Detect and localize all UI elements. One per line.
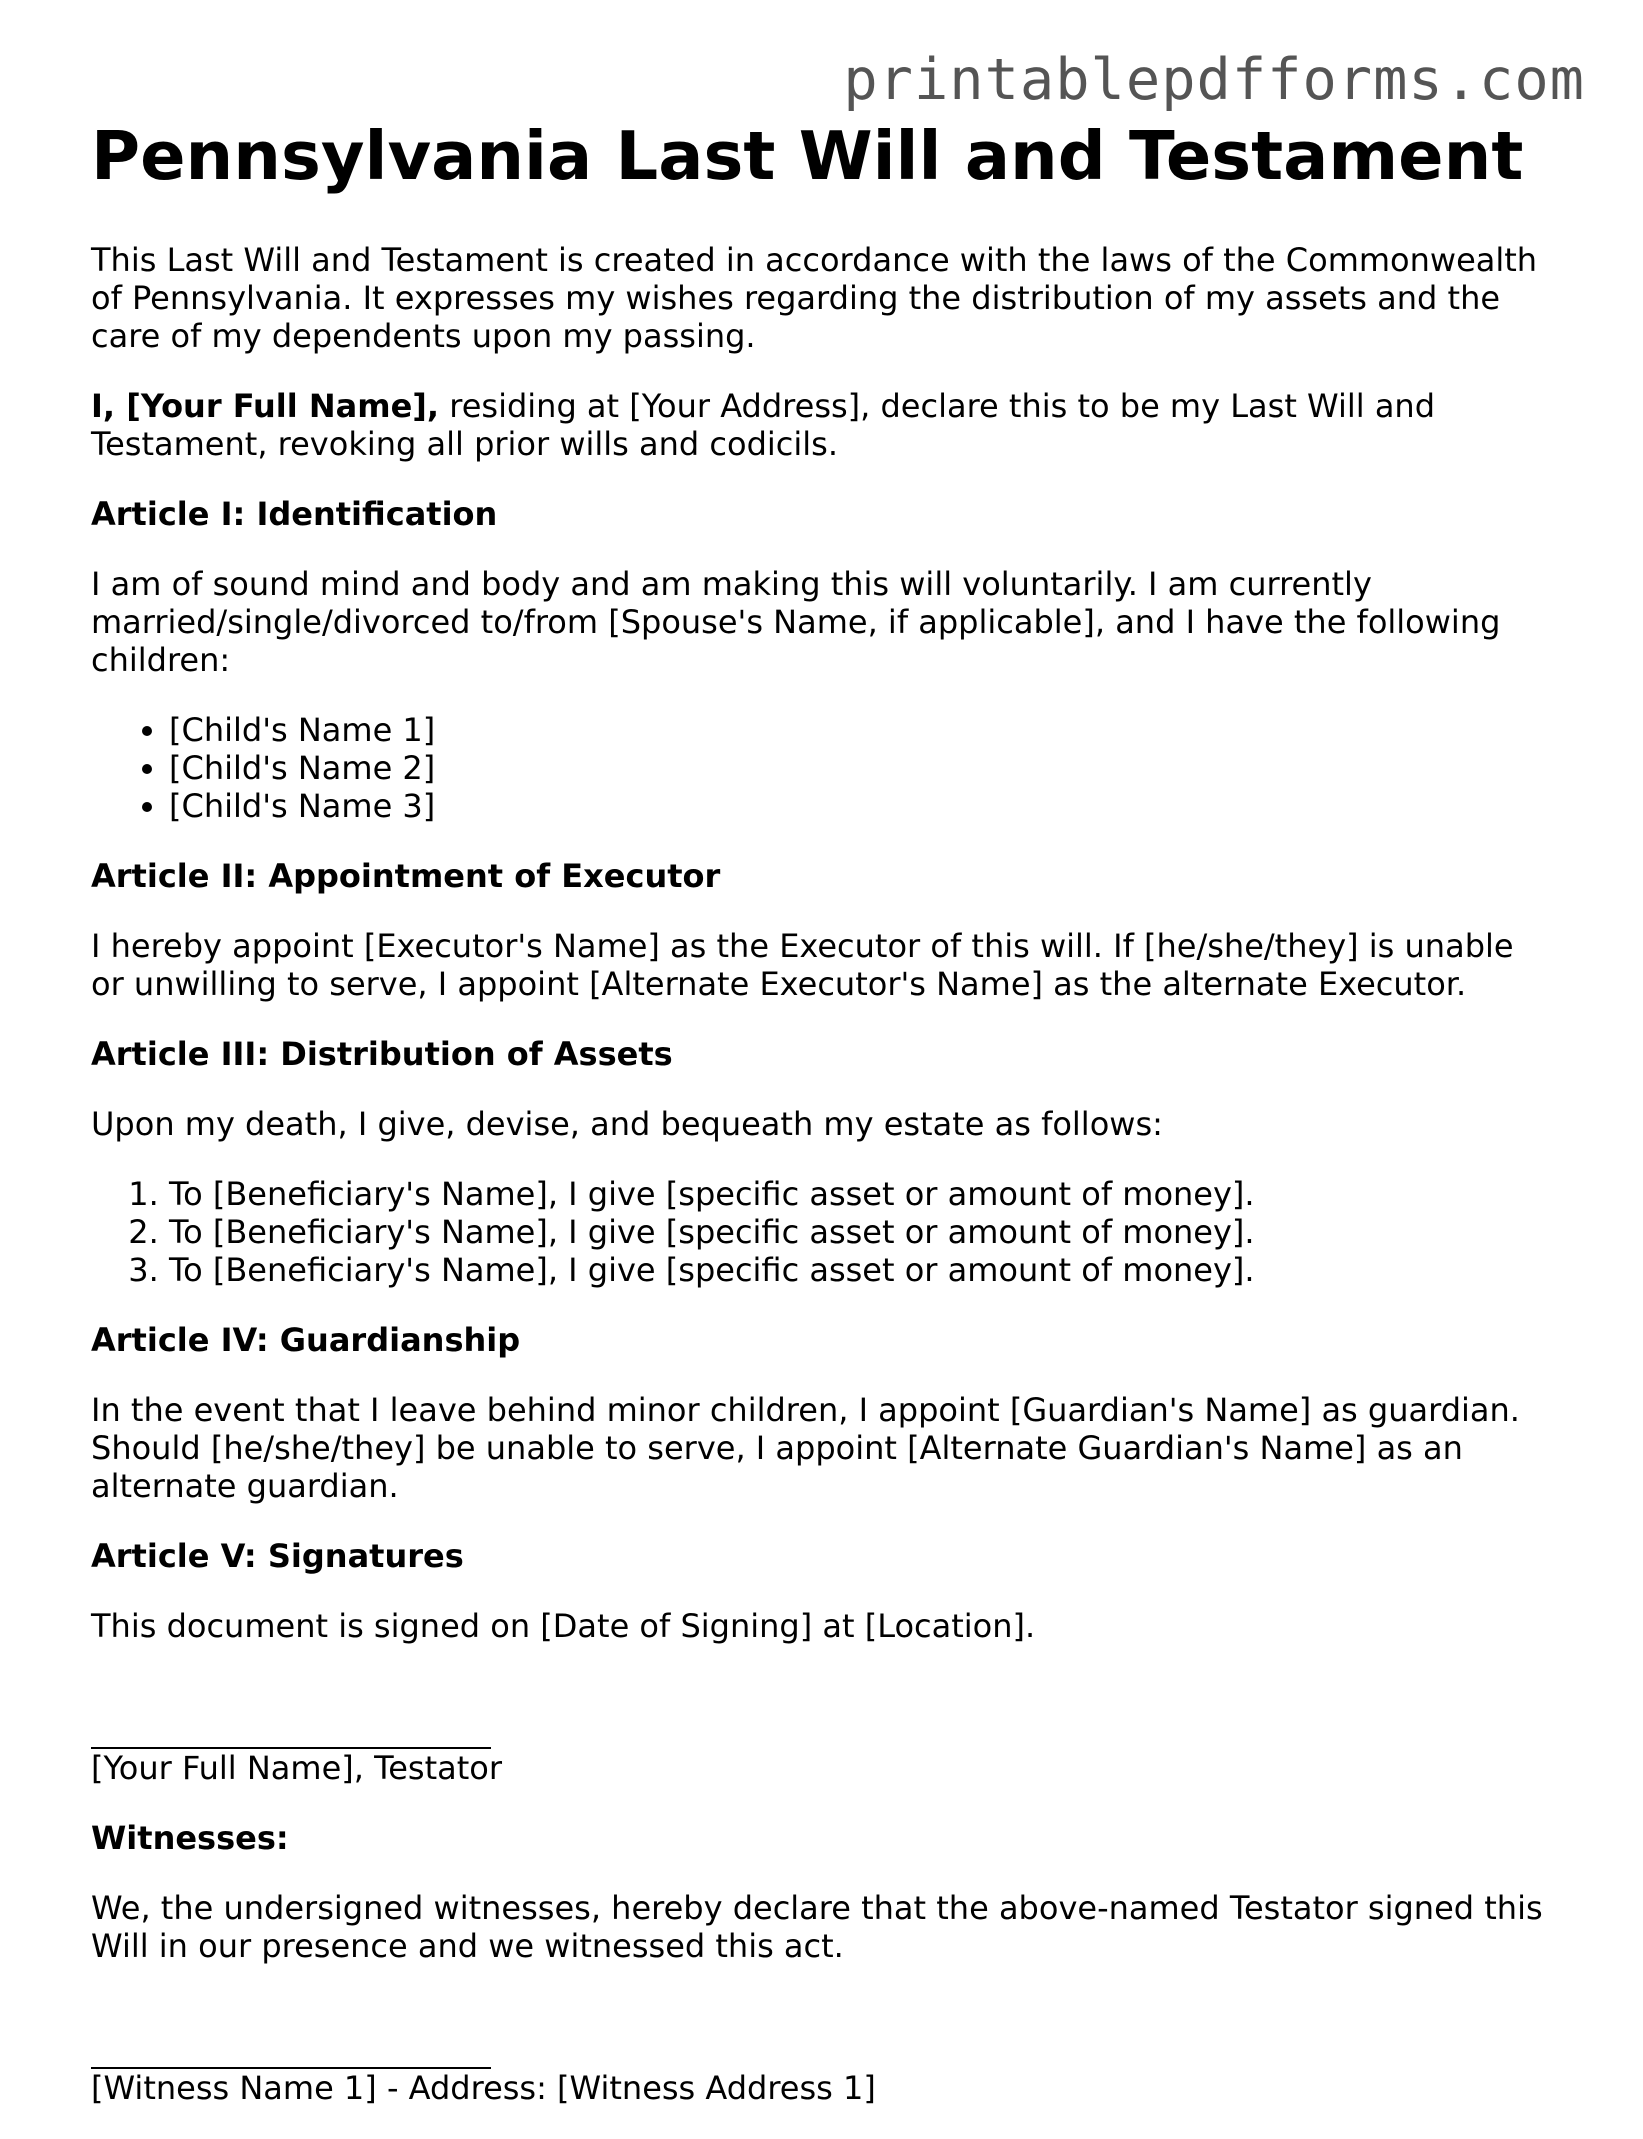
- list-item: 3. To [Beneficiary's Name], I give [specific asset or amount of money].: [169, 1251, 1551, 1289]
- list-item: 2. To [Beneficiary's Name], I give [specific asset or amount of money].: [169, 1213, 1551, 1251]
- witness-1-signature-line: [91, 2033, 491, 2069]
- article-3-heading: Article III: Distribution of Assets: [91, 1035, 673, 1074]
- testator-signature-line: [91, 1713, 491, 1749]
- bequests-list: [91, 1175, 1551, 1289]
- witness-1-signature-block: [91, 1997, 1551, 2107]
- article-2-heading: Article II: Appointment of Executor: [91, 857, 721, 896]
- testator-signature-label: [Your Full Name], Testator: [91, 1749, 502, 1788]
- article-5-text: This document is signed on [Date of Signing] at [Location].: [91, 1607, 1036, 1646]
- article-1-text: I am of sound mind and body and am making this will voluntarily. I am currently married/single/divorced to/from [Spouse's Name, if applicable], and I have the following children:: [91, 565, 1501, 680]
- article-3-text: Upon my death, I give, devise, and bequeath my estate as follows:: [91, 1105, 1163, 1144]
- article-5-heading: Article V: Signatures: [91, 1537, 464, 1576]
- list-item: • [Child's Name 2]: [169, 749, 1551, 787]
- testator-signature-block: [91, 1677, 1551, 1787]
- intro-paragraph: This Last Will and Testament is created in accordance with the laws of the Commonwealth of Pennsylvania. It expresses my wishes regarding the distribution of my assets and the care of my dependents upon my passing.: [91, 241, 1538, 356]
- children-list: [91, 711, 1551, 825]
- article-4-heading: Article IV: Guardianship: [91, 1321, 521, 1360]
- list-item: • [Child's Name 3]: [169, 787, 1551, 825]
- document-title: Pennsylvania Last Will and Testament: [91, 117, 1524, 195]
- declaration-text: residing at [Your Address], declare this to be my Last Will and Testament, revoking all prior wills and codicils.: [91, 387, 1436, 464]
- watermark: printablepdfforms.com: [843, 47, 1585, 113]
- list-item: • [Child's Name 1]: [169, 711, 1551, 749]
- list-item: 1. To [Beneficiary's Name], I give [specific asset or amount of money].: [169, 1175, 1551, 1213]
- witness-1-signature-label: [Witness Name 1] - Address: [Witness Address 1]: [91, 2069, 876, 2108]
- document-body: [91, 118, 1551, 2139]
- witnesses-heading: Witnesses:: [91, 1819, 289, 1858]
- declaration-paragraph: [91, 387, 1551, 463]
- article-1-heading: Article I: Identification: [91, 495, 498, 534]
- witnesses-text: We, the undersigned witnesses, hereby declare that the above-named Testator signed this Will in our presence and we witnessed this act.: [91, 1889, 1543, 1966]
- article-4-text: In the event that I leave behind minor children, I appoint [Guardian's Name] as guardian. Should [he/she/they] be unable to serve, I appoint [Alternate Guardian's Name] as an alternate guardian.: [91, 1391, 1520, 1506]
- declaration-name: I, [Your Full Name],: [91, 387, 440, 426]
- article-2-text: I hereby appoint [Executor's Name] as the Executor of this will. If [he/she/they] is unable or unwilling to serve, I appoint [Alternate Executor's Name] as the alternate Executor.: [91, 927, 1514, 1004]
